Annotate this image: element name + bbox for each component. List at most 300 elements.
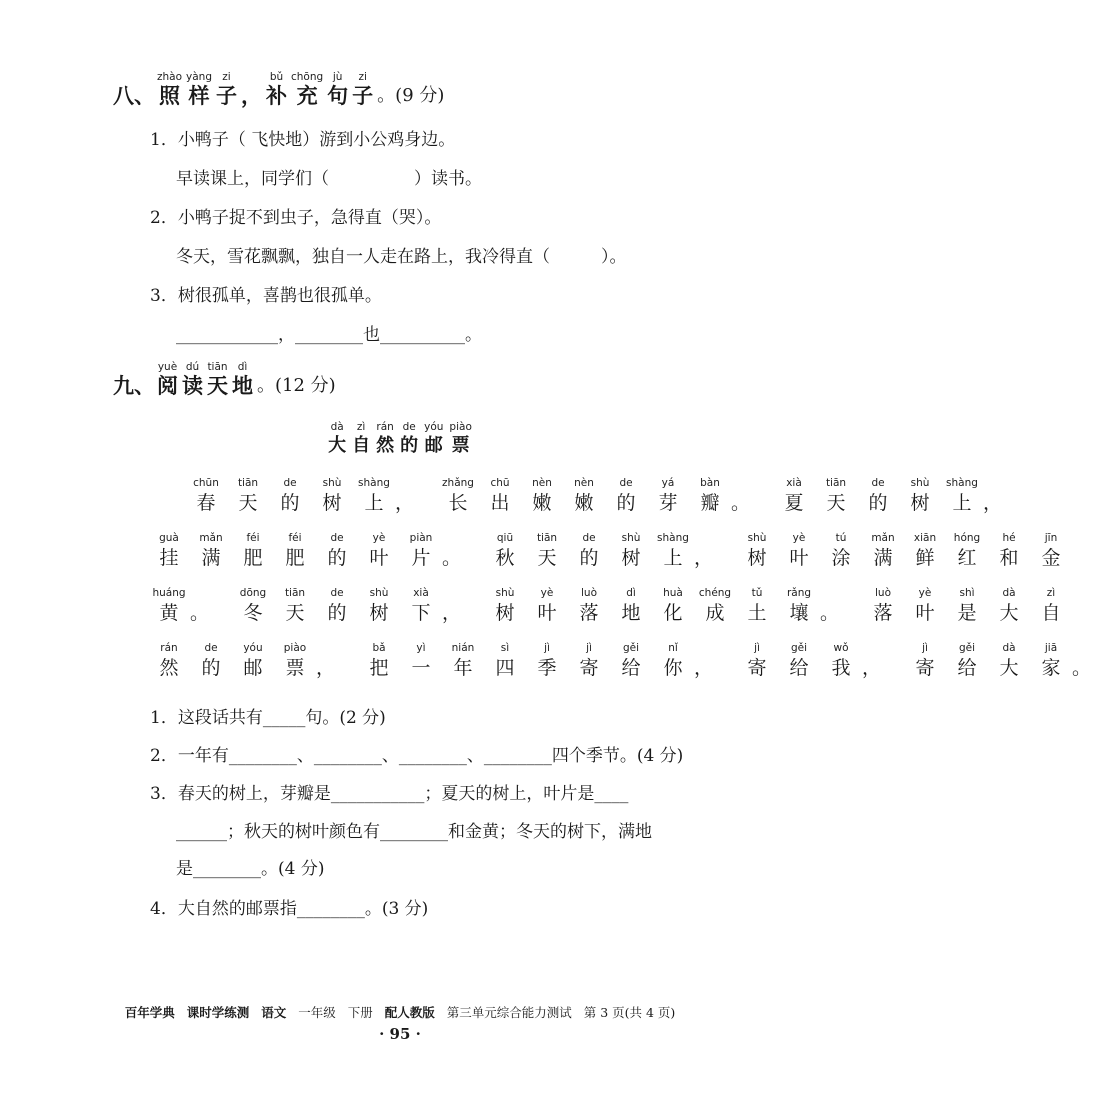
passage-pinyin [881,641,884,655]
passage-pinyin: dà [1002,642,1016,654]
section9-heading [113,360,336,398]
passage-char [736,586,778,626]
passage-char [274,531,316,571]
passage-hanzi: 挂 [159,547,179,569]
passage-char [736,641,778,681]
passage-char [311,476,353,516]
passage-hanzi: 树 [322,492,342,514]
passage-char [820,531,862,571]
passage-char [521,476,563,516]
passage-char [610,641,652,681]
passage-hanzi: 大 [999,602,1019,624]
passage-pinyin [1091,641,1094,655]
passage-pinyin: dà [1002,587,1016,599]
section8-heading [113,70,444,108]
passage-pinyin: jì [754,642,760,654]
passage-pinyin: hé [1002,532,1016,544]
passage-hanzi: 的 [868,492,888,514]
passage-char [731,476,773,516]
passage-pinyin: shù [621,532,641,544]
passage-hanzi: 嫩 [532,492,552,514]
passage-hanzi: 瓣 [700,492,720,514]
passage-char [227,476,269,516]
passage-pinyin [750,476,753,490]
section8-title-hanzi: 补 [266,84,287,108]
passage-char [274,641,316,681]
passage-hanzi: 是 [957,602,977,624]
passage-char [148,586,190,626]
passage-char [610,586,652,626]
passage-char [1030,531,1072,571]
passage-char [190,586,232,626]
passage-char [820,641,862,681]
passage-pinyin: hóng [953,532,981,544]
passage-pinyin: piàn [409,532,433,544]
section8-title-pinyin: yàng [186,71,212,83]
passage-pinyin: tiān [284,587,306,599]
section9-title-char [157,360,178,398]
section8-title-pinyin: zhào [157,71,183,83]
passage-char [526,531,568,571]
passage-char [652,531,694,571]
passage-char [442,586,484,626]
article-title-pinyin: de [402,421,416,433]
passage-char [274,586,316,626]
passage-hanzi: 你 [663,657,683,679]
passage-pinyin: shù [369,587,389,599]
passage-char [647,476,689,516]
passage-hanzi: 给 [789,657,809,679]
section8-title-pinyin: jù [332,71,343,83]
section8-title-hanzi: ， [241,84,262,108]
passage-char [148,531,190,571]
passage-hanzi: 寄 [579,657,599,679]
article-title-hanzi: 大 [328,435,347,456]
passage-hanzi: 寄 [747,657,767,679]
passage-hanzi: 的 [616,492,636,514]
article-title-char [352,420,370,458]
passage-hanzi: 的 [327,602,347,624]
article-title-pinyin: yóu [424,421,444,433]
passage-char [694,531,736,571]
section8-score: 。(9 分) [377,85,445,106]
passage-char [190,531,232,571]
footer-edition: 配人教版 [384,1005,435,1020]
passage-char [1072,641,1114,681]
passage-hanzi: 。 [1072,657,1092,679]
passage-hanzi: 一 [411,657,431,679]
passage-hanzi: 黄 [159,602,179,624]
passage-hanzi: 给 [621,657,641,679]
passage-pinyin: jì [586,642,592,654]
passage-char [190,641,232,681]
passage-hanzi: 。 [190,602,210,624]
passage-pinyin [713,531,716,545]
passage-char [904,586,946,626]
passage-hanzi: 叶 [915,602,935,624]
passage-pinyin: guà [159,532,179,544]
section8-line-1: 1．小鸭子（ 飞快地）游到小公鸡身边。 [150,130,456,150]
passage-pinyin: de [871,477,885,489]
passage-char [988,531,1030,571]
article-title-char [328,420,346,458]
passage-pinyin: de [582,532,596,544]
passage-char [652,586,694,626]
passage-hanzi: 下 [411,602,431,624]
passage-char [316,641,358,681]
passage-hanzi: 我 [831,657,851,679]
passage-pinyin [461,586,464,600]
passage-char [484,586,526,626]
passage-pinyin: yè [372,532,386,544]
passage-hanzi: 长 [448,492,468,514]
passage-pinyin: nián [451,642,475,654]
footer-subject: 语文 [261,1005,287,1020]
passage-char [442,641,484,681]
passage-char [232,586,274,626]
section9-title-hanzi: 读 [182,374,203,398]
passage-hanzi: 天 [826,492,846,514]
passage-char [358,531,400,571]
passage-char [1030,641,1072,681]
passage-char [568,531,610,571]
passage-pinyin: jiā [1044,642,1058,654]
passage-hanzi: 树 [747,547,767,569]
passage-hanzi: 邮 [243,657,263,679]
article-title-hanzi: 自 [352,435,371,456]
passage-pinyin: dì [626,587,636,599]
passage-pinyin: gěi [958,642,976,654]
article-title-char [376,420,394,458]
passage-hanzi: 的 [280,492,300,514]
passage-pinyin: tiān [237,477,259,489]
section8-title-pinyin [250,70,253,84]
passage-char [652,641,694,681]
section8-title-char [291,70,323,108]
passage-hanzi: 叶 [537,602,557,624]
passage-char [563,476,605,516]
passage-char [946,531,988,571]
question-3-line-3: 是________。(4 分) [176,859,325,879]
passage-hanzi: 票 [285,657,305,679]
passage-pinyin: sì [500,642,510,654]
passage-hanzi: 季 [537,657,557,679]
passage-hanzi: 片 [411,547,431,569]
passage-char [778,641,820,681]
passage-pinyin: yá [661,477,675,489]
passage-pinyin: nèn [574,477,594,489]
article-title-char [449,420,471,458]
passage-hanzi: 秋 [495,547,515,569]
passage-char [232,531,274,571]
section9-title-pinyin: yuè [157,361,178,373]
passage-hanzi: 叶 [369,547,389,569]
passage-pinyin: de [204,642,218,654]
section9-title-char [207,360,228,398]
passage-hanzi: 地 [621,602,641,624]
passage-char [568,641,610,681]
footer [0,1004,800,1022]
page-number: · 95 · [379,1025,421,1043]
section8-title-pinyin: chōng [291,71,324,83]
passage-pinyin: mǎn [871,532,895,544]
passage-pinyin: yè [918,587,932,599]
section8-title-hanzi: 充 [296,84,318,108]
passage-hanzi: ， [862,657,882,679]
passage-pinyin: de [619,477,633,489]
section9-title [155,360,255,398]
passage-char [358,641,400,681]
passage-char [899,476,941,516]
section9-title-pinyin: dì [237,361,248,373]
passage-pinyin [461,531,464,545]
section9-title-hanzi: 天 [207,374,228,398]
passage-char [605,476,647,516]
passage-pinyin: nèn [532,477,552,489]
section9-title-char [182,360,203,398]
passage-hanzi: 上 [952,492,972,514]
passage-row-2 [148,531,1072,571]
passage-pinyin: féi [246,532,260,544]
section8-number: 八、 [113,84,155,108]
passage-hanzi: 出 [490,492,510,514]
article-title-hanzi: 邮 [424,435,443,456]
passage-pinyin: gěi [790,642,808,654]
article-title-hanzi: 然 [376,435,395,456]
passage-pinyin: zì [1046,587,1056,599]
passage-pinyin: xià [413,587,429,599]
section8-title-char [327,70,348,108]
passage-pinyin: shù [495,587,515,599]
passage-hanzi: 成 [705,602,725,624]
passage-hanzi: 大 [999,657,1019,679]
passage-hanzi: 夏 [784,492,804,514]
passage-pinyin: yè [540,587,554,599]
passage-pinyin: shù [910,477,930,489]
passage-char [526,641,568,681]
article-title-pinyin: dà [330,421,344,433]
article-title-hanzi: 票 [451,435,470,456]
section9-score: 。(12 分) [257,375,336,396]
passage-hanzi: 然 [159,657,179,679]
passage-char [778,586,820,626]
passage-hanzi: 。 [442,547,462,569]
section8-title-hanzi: 照 [159,84,181,108]
section8-title-char [186,70,212,108]
section9-title-hanzi: 地 [232,374,253,398]
passage-pinyin: shì [959,587,975,599]
passage-pinyin: tǔ [751,587,763,599]
passage-hanzi: 嫩 [574,492,594,514]
passage-hanzi: 的 [201,657,221,679]
passage-hanzi: 肥 [285,547,305,569]
passage-hanzi: ， [395,492,415,514]
passage-hanzi: 春 [196,492,216,514]
article-title-pinyin: piào [449,421,472,433]
passage-char [862,641,904,681]
section8-line-6: ____________，________也__________。 [176,325,482,345]
footer-series: 课时学练测 [186,1005,250,1020]
section8-title-char [157,70,182,108]
passage-hanzi: 满 [873,547,893,569]
passage-char [983,476,1025,516]
section9-title-pinyin: tiān [207,361,228,373]
passage-pinyin: rán [160,642,178,654]
passage-pinyin: tiān [536,532,558,544]
passage-hanzi: 的 [327,547,347,569]
passage-pinyin: gěi [622,642,640,654]
section9-title-pinyin: dú [185,361,200,373]
section8-title [155,70,375,108]
passage-pinyin [839,586,842,600]
passage-char [185,476,227,516]
passage-char [232,641,274,681]
section8-line-5: 3．树很孤单，喜鹊也很孤单。 [150,286,382,306]
passage-char [610,531,652,571]
passage-pinyin: luò [875,587,891,599]
passage-pinyin: shàng [358,477,390,489]
passage-char [400,531,442,571]
passage-hanzi: 自 [1041,602,1061,624]
passage-char [358,586,400,626]
passage-hanzi: 。 [820,602,840,624]
passage-pinyin [335,641,338,655]
passage-hanzi: 树 [495,602,515,624]
passage-pinyin: shù [747,532,767,544]
passage-hanzi: 天 [238,492,258,514]
passage-char [689,476,731,516]
passage-pinyin: féi [288,532,302,544]
passage-char [904,641,946,681]
footer-grade: 一年级 [298,1005,336,1020]
passage-hanzi: 天 [285,602,305,624]
passage-char [820,586,862,626]
section8-title-pinyin: zi [358,71,367,83]
passage-char [437,476,479,516]
passage-char [148,641,190,681]
passage-hanzi: 给 [957,657,977,679]
question-3-line-1: 3．春天的树上，芽瓣是___________；夏天的树上，叶片是____ [150,784,629,804]
passage-hanzi: ， [316,657,336,679]
passage-hanzi: 金 [1041,547,1061,569]
passage-pinyin: luò [581,587,597,599]
passage-hanzi: 红 [957,547,977,569]
passage-char [862,531,904,571]
passage-hanzi: 。 [731,492,751,514]
passage-char [946,586,988,626]
passage-hanzi: 落 [579,602,599,624]
passage-hanzi: 土 [747,602,767,624]
passage-char [479,476,521,516]
passage-char [773,476,815,516]
passage-hanzi: 壤 [789,602,809,624]
passage-char [904,531,946,571]
passage-hanzi: 树 [910,492,930,514]
question-1: 1．这段话共有_____句。(2 分) [150,708,386,728]
passage-char [353,476,395,516]
passage-row-1 [185,476,1025,516]
passage-pinyin: yì [416,642,426,654]
passage-hanzi: 涂 [831,547,851,569]
passage-hanzi: 芽 [658,492,678,514]
passage-pinyin: de [330,587,344,599]
section8-title-char [241,70,262,108]
passage-pinyin: bǎ [372,642,386,654]
passage-hanzi: ， [983,492,1003,514]
article-title-char [400,420,418,458]
passage-hanzi: 鲜 [915,547,935,569]
passage-char [316,531,358,571]
passage-char [862,586,904,626]
passage-hanzi: 树 [369,602,389,624]
passage-hanzi: 把 [369,657,389,679]
passage-pinyin: chū [490,477,510,489]
passage-pinyin: chūn [193,477,219,489]
passage-char [526,586,568,626]
passage-hanzi: 四 [495,657,515,679]
article-title-pinyin: zì [356,421,366,433]
passage-char [736,531,778,571]
passage-char [778,531,820,571]
passage-char [946,641,988,681]
passage-char [941,476,983,516]
passage-hanzi: 叶 [789,547,809,569]
section8-title-pinyin: zi [222,71,231,83]
passage-pinyin: chéng [698,587,732,599]
footer-page-info: 第 3 页(共 4 页) [583,1005,676,1020]
passage-pinyin [713,641,716,655]
question-2: 2．一年有________、________、________、________四个季节。(4 分) [150,746,684,766]
passage-pinyin: tiān [825,477,847,489]
passage-pinyin: jì [922,642,928,654]
passage-char [400,586,442,626]
section9-title-hanzi: 阅 [157,374,178,398]
passage-char [442,531,484,571]
passage-char [484,531,526,571]
passage-pinyin: jì [544,642,550,654]
passage-char [400,641,442,681]
passage-hanzi: 落 [873,602,893,624]
footer-unit: 第三单元综合能力测试 [446,1005,572,1020]
passage-hanzi: 的 [579,547,599,569]
passage-pinyin: huà [663,587,683,599]
passage-pinyin: rǎng [786,587,812,599]
section8-line-3: 2．小鸭子捉不到虫子，急得直（哭）。 [150,208,442,228]
passage-row-4 [148,641,1114,681]
passage-char [316,586,358,626]
passage-pinyin: shàng [946,477,978,489]
passage-char [269,476,311,516]
article-title-pinyin: rán [376,421,394,433]
passage-hanzi: 家 [1041,657,1061,679]
passage-pinyin: yóu [243,642,263,654]
passage-hanzi: 满 [201,547,221,569]
passage-pinyin: zhǎng [442,477,474,489]
passage-char [815,476,857,516]
passage-pinyin: tú [835,532,847,544]
passage-pinyin: qiū [496,532,514,544]
passage-hanzi: ， [442,602,462,624]
passage-char [988,641,1030,681]
passage-pinyin: xiān [913,532,937,544]
passage-row-3 [148,586,1072,626]
passage-pinyin: yè [792,532,806,544]
article-title [0,420,800,458]
section8-title-char [352,70,373,108]
passage-pinyin: dōng [239,587,267,599]
passage-char [857,476,899,516]
passage-pinyin: shù [322,477,342,489]
